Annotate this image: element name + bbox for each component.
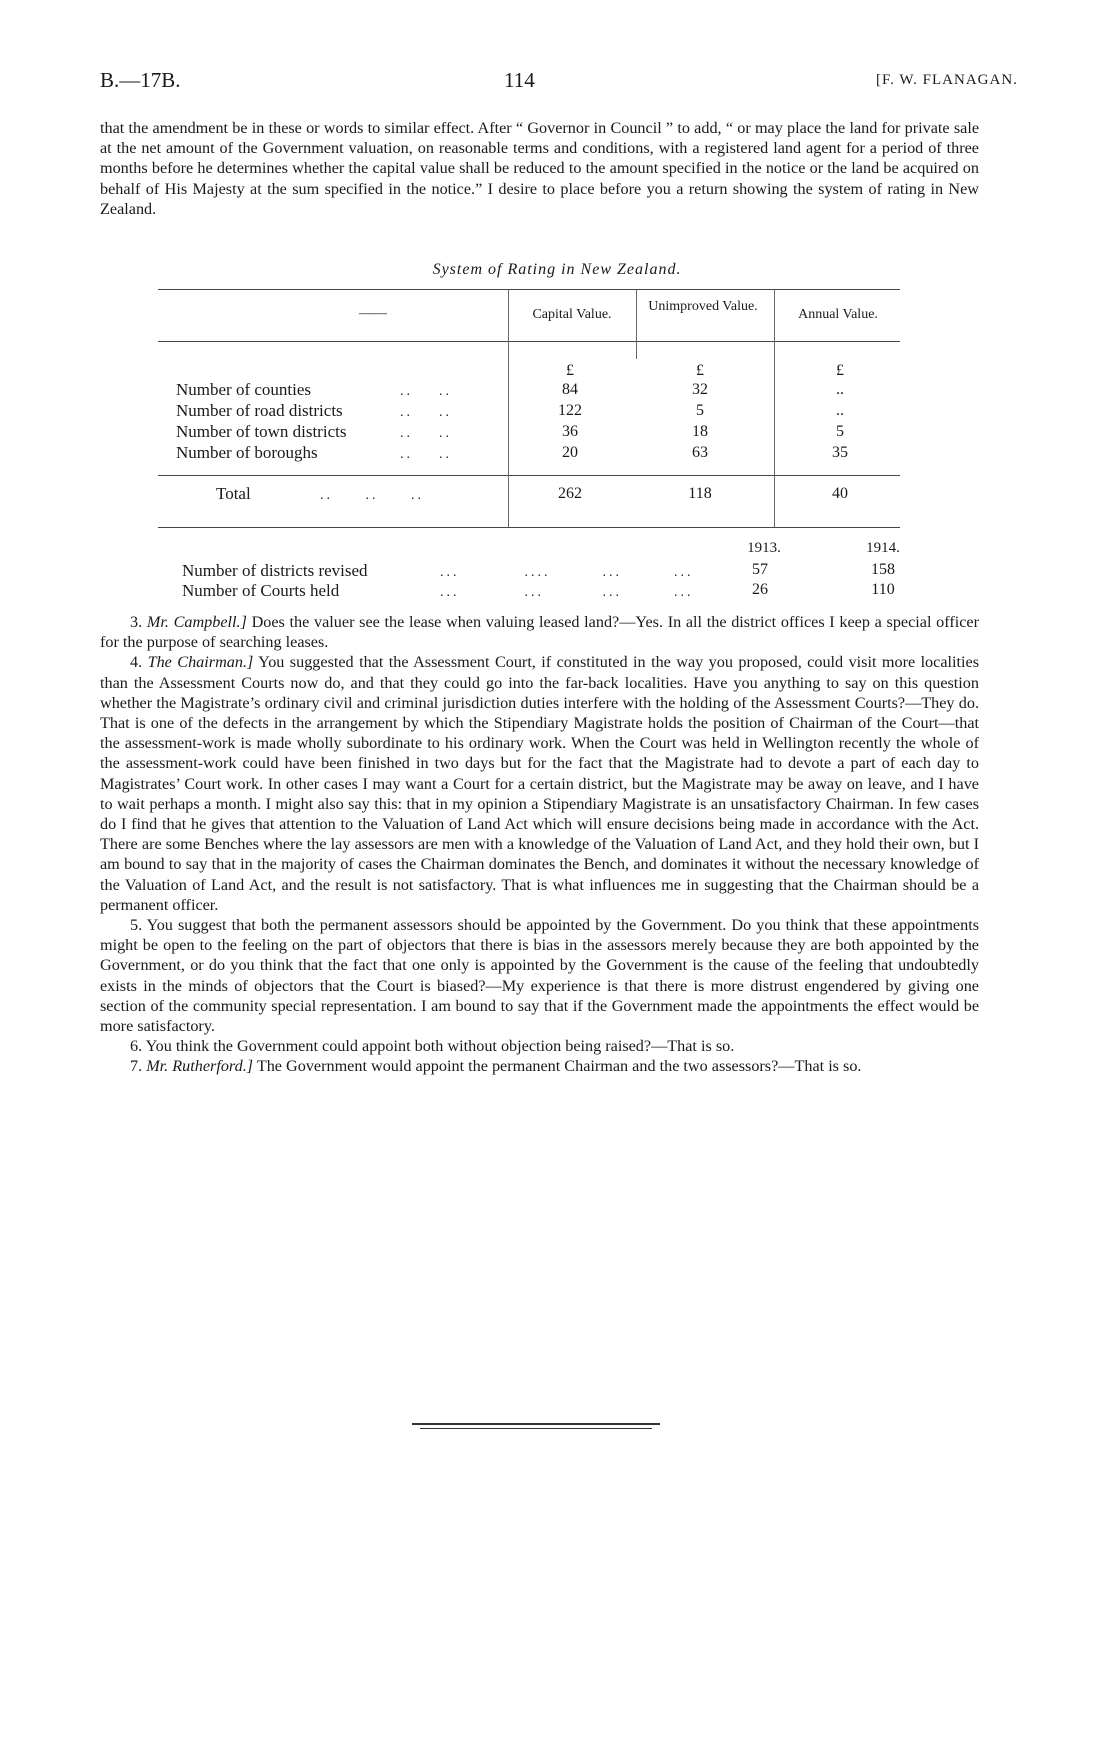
table-top-rule bbox=[158, 289, 900, 290]
paragraph-text: You suggest that both the permanent assessors should be appointed by the Government. Do you think that these appointments might be open to the feeling on the part of objectors that there is bias in the assessors merely because they are both appointed by the Government, or do you think that the fact that one only is appointed by the Government is the cause of the feeling that undoubtedly exists in the minds of objectors that the Court is biased?—My experience is that there is more distrust engendered by giving one section of the community special representation. I am bound to say that if the Government made the appointments the effect would be more satisfactory. bbox=[100, 916, 979, 1036]
cell-boroughs-annual: 35 bbox=[832, 444, 848, 461]
courts-held-label: Number of Courts held bbox=[182, 581, 340, 600]
capital-value-header: Capital Value. bbox=[532, 307, 612, 322]
leader-dots: .. .. .. bbox=[320, 488, 424, 503]
table-bottom-rule bbox=[158, 527, 900, 528]
paragraph-6 bbox=[100, 1036, 979, 1056]
table-col-divider-2 bbox=[636, 289, 637, 359]
row-label-counties: Number of counties bbox=[176, 380, 312, 399]
paragraph-number: 4. bbox=[130, 653, 143, 672]
page-number: 114 bbox=[504, 68, 535, 92]
row-label-road-districts: Number of road districts bbox=[176, 401, 343, 420]
cell-counties-unimproved: 32 bbox=[692, 381, 708, 398]
cell-road-capital: 122 bbox=[558, 402, 582, 419]
witness-name: [F. W. FLANAGAN. bbox=[876, 72, 1018, 88]
footer-rule-top bbox=[412, 1423, 660, 1425]
cell-counties-annual: .. bbox=[836, 381, 844, 398]
row-label-boroughs: Number of boroughs bbox=[176, 443, 318, 462]
table-header-rule bbox=[158, 341, 900, 342]
cell-town-unimproved: 18 bbox=[692, 423, 708, 440]
courts-held-1914: 110 bbox=[871, 581, 895, 598]
unit-annual: £ bbox=[836, 362, 844, 379]
paragraph-text: The Government would appoint the permanent Chairman and the two assessors?—That is so. bbox=[256, 1057, 862, 1076]
unit-capital: £ bbox=[566, 362, 574, 379]
year-1914: 1914. bbox=[866, 540, 900, 556]
unimproved-value-header: Unimproved Value. bbox=[648, 299, 758, 314]
paragraph-number: 6. bbox=[130, 1037, 143, 1056]
paragraph-text: Does the valuer see the lease when valuing leased land?—Yes. In all the district offices I keep a special officer for the purpose of searching leases. bbox=[100, 613, 979, 652]
cell-boroughs-capital: 20 bbox=[562, 444, 578, 461]
districts-revised-1914: 158 bbox=[871, 561, 895, 578]
leader-dots: .. .. bbox=[400, 384, 452, 399]
leader-dots: ... ... ... ... bbox=[440, 585, 694, 600]
cell-boroughs-unimproved: 63 bbox=[692, 444, 708, 461]
table-title: System of Rating in New Zealand. bbox=[432, 261, 682, 278]
paragraph-number: 3. bbox=[130, 613, 143, 631]
year-1913: 1913. bbox=[747, 540, 781, 556]
paragraph-3 bbox=[100, 612, 979, 652]
blank-header: —— bbox=[359, 306, 387, 321]
intro-paragraph bbox=[100, 118, 979, 219]
row-label-town-districts: Number of town districts bbox=[176, 422, 347, 441]
total-label: Total bbox=[216, 484, 251, 503]
speaker-label: The Chairman.] bbox=[147, 653, 254, 672]
annual-value-header: Annual Value. bbox=[798, 307, 878, 322]
cell-town-capital: 36 bbox=[562, 423, 578, 440]
cell-town-annual: 5 bbox=[836, 423, 844, 440]
total-capital: 262 bbox=[558, 485, 582, 502]
leader-dots: .. .. bbox=[400, 405, 452, 420]
total-unimproved: 118 bbox=[688, 485, 712, 502]
paragraph-5 bbox=[100, 915, 979, 1036]
cell-counties-capital: 84 bbox=[562, 381, 578, 398]
paragraph-number: 5. bbox=[130, 916, 143, 935]
districts-revised-label: Number of districts revised bbox=[182, 561, 368, 580]
speaker-label: Mr. Campbell.] bbox=[146, 613, 247, 631]
speaker-label: Mr. Rutherford.] bbox=[146, 1057, 254, 1076]
table-col-divider-1 bbox=[508, 289, 509, 527]
leader-dots: .. .. bbox=[400, 447, 452, 462]
leader-dots: .. .. bbox=[400, 426, 452, 441]
report-code: B.—17B. bbox=[100, 68, 181, 92]
footer-rule-bottom bbox=[420, 1428, 652, 1429]
table-total-rule bbox=[158, 475, 900, 476]
table-col-divider-3 bbox=[774, 289, 775, 527]
cell-road-unimproved: 5 bbox=[696, 402, 704, 419]
body-text bbox=[100, 612, 979, 1077]
paragraph-number: 7. bbox=[130, 1057, 143, 1076]
intro-text: that the amendment be in these or words to similar effect. After “ Governor in Council ” to add, “ or may place the land for private sale at the net amount of the Government valuation, on reasonable terms and conditions, with a registered land agent for a period of three months before he determines whether the capital value shall be reduced to the amount specified in the notice or the land be acquired on behalf of His Majesty at the sum specified in the notice.” I desire to place before you a return showing the system of rating in New Zealand. bbox=[100, 119, 979, 218]
unit-unimproved: £ bbox=[696, 362, 704, 379]
paragraph-7 bbox=[100, 1056, 979, 1076]
total-annual: 40 bbox=[832, 485, 848, 502]
cell-road-annual: .. bbox=[836, 402, 844, 419]
leader-dots: ... .... ... ... bbox=[440, 565, 694, 580]
paragraph-text: You think the Government could appoint both without objection being raised?—That is so. bbox=[145, 1037, 735, 1056]
courts-held-1913: 26 bbox=[752, 581, 768, 598]
districts-revised-1913: 57 bbox=[752, 561, 768, 578]
paragraph-text: You suggested that the Assessment Court, if constituted in the way you proposed, could visit more localities than the Assessment Courts now do, and that they could go into the far-back localities. Have you anything to say on this question whether the Magistrate’s ordinary civil and criminal jurisdiction duties interfere with the holding of the Assessment Courts?—They do. That is one of the defects in the arrangement by which the Stipendiary Magistrate holds the position of Chairman of the Court—that the assessment-work is made wholly subordinate to his ordinary work. When the Court was held in Wellington recently the whole of the assessment-work could have been finished in two days but for the fact that the Magistrate had to devote a part of each day to Magistrates’ Court work. In other cases I may want a Court for a certain district, but the Magistrate may be away on leave, and I have to wait perhaps a month. I might also say this: that in my opinion a Stipendiary Magistrate is an unsatisfactory Chairman. In few cases do I find that he gives that attention to the Valuation of Land Act which will ensure decisions being made in accordance with the Act. There are some Benches where the lay assessors are men with a knowledge of the Valuation of Land Act, and they hold their own, but I am bound to say that in the majority of cases the Chairman dominates the Bench, and dominates it without the necessary knowledge of the Valuation of Land Act, and the result is not satisfactory. That is what influences me in suggesting that the Chairman should be a permanent officer. bbox=[100, 653, 979, 914]
paragraph-4 bbox=[100, 652, 979, 915]
